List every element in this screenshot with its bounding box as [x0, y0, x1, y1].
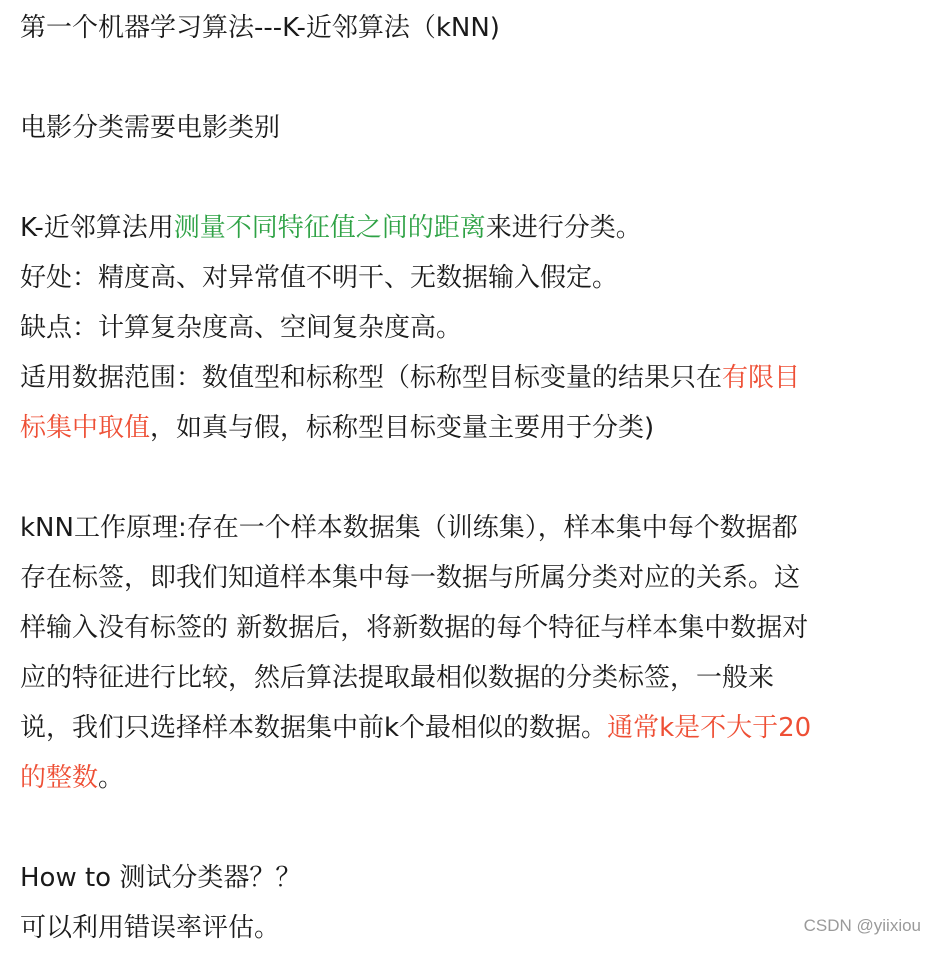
test-question: How to 测试分类器？？	[20, 863, 302, 893]
article-title: 第一个机器学习算法---K-近邻算法（kNN)	[20, 13, 500, 43]
principle-line-1: kNN工作原理:存在一个样本数据集（训练集），样本集中每个数据都	[20, 513, 798, 543]
scope-highlight-1: 有限目	[722, 363, 801, 393]
document-body	[20, 3, 920, 953]
scope-highlight-2: 标集中取值	[20, 413, 151, 443]
test-answer: 可以利用错误率评估。	[20, 913, 281, 943]
blank-line	[20, 153, 920, 203]
principle-suffix: 。	[98, 763, 125, 793]
pros-line: 好处：精度高、对异常值不明干、无数据输入假定。	[20, 263, 619, 293]
scope-line-2	[20, 403, 920, 453]
definition-highlight: 测量不同特征值之间的距离	[173, 213, 486, 243]
principle-prefix: 说，我们只选择样本数据集中前k个最相似的数据。	[20, 713, 608, 743]
principle-line-5	[20, 703, 920, 753]
blank-line	[20, 803, 920, 853]
csdn-watermark: CSDN @yiixiou	[803, 916, 921, 935]
principle-line-4: 应的特征进行比较，然后算法提取最相似数据的分类标签，一般来	[20, 663, 775, 693]
principle-highlight-2: 的整数	[20, 763, 99, 793]
cons-line: 缺点：计算复杂度高、空间复杂度高。	[20, 313, 463, 343]
blank-line	[20, 53, 920, 103]
principle-line-3: 样输入没有标签的 新数据后，将新数据的每个特征与样本集中数据对	[20, 613, 809, 643]
principle-highlight-1: 通常k是不大于20	[607, 713, 812, 743]
principle-line-2: 存在标签，即我们知道样本集中每一数据与所属分类对应的关系。这	[20, 563, 801, 593]
scope-line-1	[20, 353, 920, 403]
scope-prefix: 适用数据范围：数值型和标称型（标称型目标变量的结果只在	[20, 363, 723, 393]
definition-suffix: 来进行分类。	[485, 213, 642, 243]
scope-suffix: ，如真与假，标称型目标变量主要用于分类)	[150, 413, 655, 443]
principle-line-6	[20, 753, 920, 803]
definition-line	[20, 203, 920, 253]
blank-line	[20, 453, 920, 503]
definition-prefix: K-近邻算法用	[20, 213, 174, 243]
subtitle: 电影分类需要电影类别	[20, 113, 281, 143]
